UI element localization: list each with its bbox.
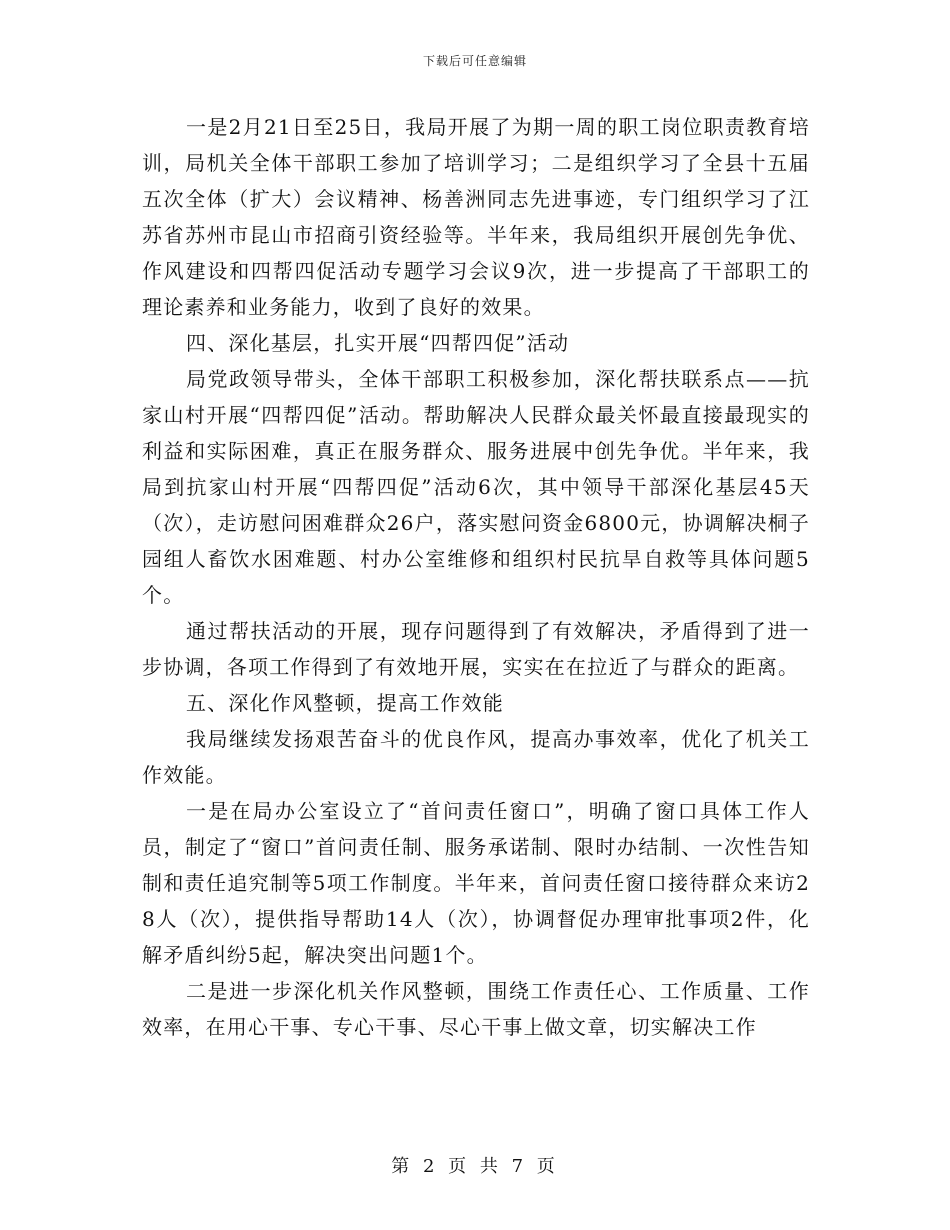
paragraph-work-style: 我局继续发扬艰苦奋斗的优良作风，提高办事效率，优化了机关工作效能。 <box>142 727 810 787</box>
paragraph-help-results: 通过帮扶活动的开展，现存问题得到了有效解决，矛盾得到了进一步协调，各项工作得到了有效地开展，实实在在拉近了与群众的距离。 <box>142 619 810 679</box>
page-header-note: 下载后可任意编辑 <box>422 54 527 68</box>
paragraph-four-help: 局党政领导带头，全体干部职工积极参加，深化帮扶联系点——抗家山村开展“四帮四促”活动。帮助解决人民群众最关怀最直接最现实的利益和实际困难，真正在服务群众、服务进展中创先争优。半年来，我局到抗家山村开展“四帮四促”活动6次，其中领导干部深化基层45天（次），走访慰问困难群众26户，落实慰问资金6800元，协调解决桐子园组人畜饮水困难题、村办公室维修和组织村民抗旱自救等具体问题5个。 <box>142 367 810 607</box>
page-number: 第 2 页 共 7 页 <box>391 1156 559 1177</box>
section-heading-four: 四、深化基层，扎实开展“四帮四促”活动 <box>186 331 570 355</box>
paragraph-training: 一是2月21日至25日，我局开展了为期一周的职工岗位职责教育培训，局机关全体干部职工参加了培训学习；二是组织学习了全县十五届五次全体（扩大）会议精神、杨善洲同志先进事迹，专门组织学习了江苏省苏州市昆山市招商引资经验等。半年来，我局组织开展创先争优、作风建设和四帮四促活动专题学习会议9次，进一步提高了干部职工的理论素养和业务能力，收到了良好的效果。 <box>142 115 810 319</box>
paragraph-style-rectification: 二是进一步深化机关作风整顿，围绕工作责任心、工作质量、工作效率，在用心干事、专心干事、尽心干事上做文章，切实解决工作 <box>142 979 810 1039</box>
document-body <box>142 109 810 1045</box>
paragraph-first-inquiry-window: 一是在局办公室设立了“首问责任窗口”，明确了窗口具体工作人员，制定了“窗口”首问责任制、服务承诺制、限时办结制、一次性告知制和责任追究制等5项工作制度。半年来，首问责任窗口接待群众来访28人（次），提供指导帮助14人（次），协调督促办理审批事项2件，化解矛盾纠纷5起，解决突出问题1个。 <box>142 799 810 967</box>
section-heading-five: 五、深化作风整顿，提高工作效能 <box>186 691 504 715</box>
